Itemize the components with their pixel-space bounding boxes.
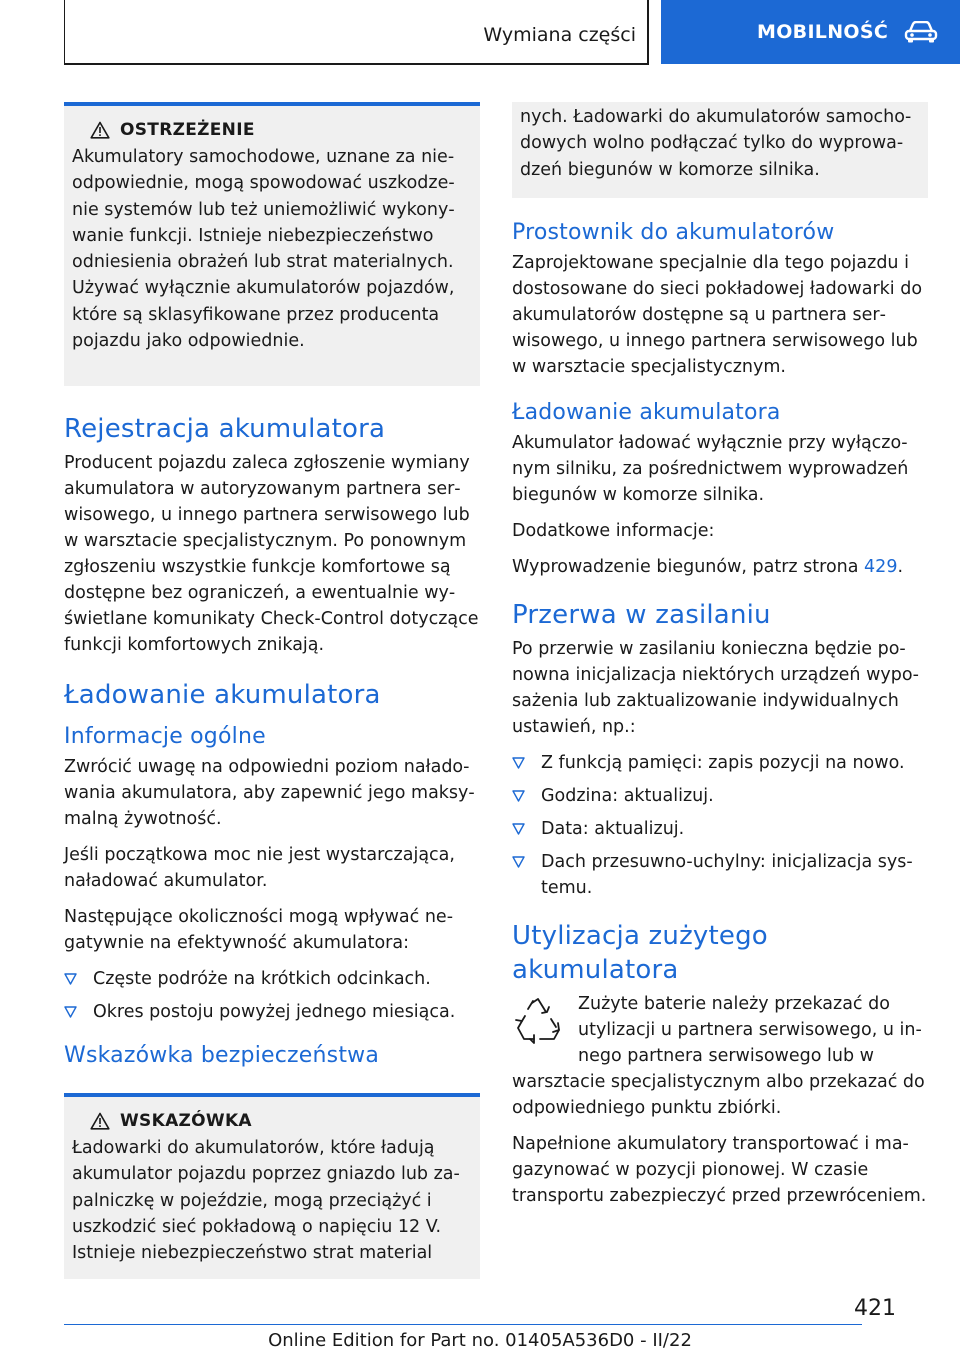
heading-registration: Rejestracja akumulatora bbox=[64, 414, 386, 444]
bullet-triangle-icon bbox=[512, 790, 525, 802]
charging-paragraph-2: Jeśli początkowa moc nie jest wystarczająca, naładować akumulator. bbox=[64, 845, 455, 891]
header-divider bbox=[647, 0, 649, 65]
disposal-paragraph-wrap: Zużyte baterie należy przekazać do utylizacji u partnera serwisowego, u innego partnera serwisowego lub w bbox=[578, 994, 922, 1066]
reference-text: Wyprowadzenie biegunów, patrz strona bbox=[512, 557, 865, 577]
list-item-text: Godzina: aktualizuj. bbox=[541, 786, 714, 806]
reference-suffix: . bbox=[897, 557, 904, 577]
bullet-triangle-icon bbox=[64, 973, 77, 985]
recycle-icon bbox=[512, 997, 564, 1047]
note-text: Ładowarki do akumulatorów, które ładują akumulator pojazdu poprzez gniazdo lub zapalniczkę w pojeździe, mogą przeciążyć i uszkodzić sieć pokładową o napięciu 12 V. Istnieje niebezpieczeństwo strat material bbox=[72, 1138, 460, 1264]
note-box-continued bbox=[512, 102, 928, 198]
page-reference-link[interactable]: 429 bbox=[864, 557, 898, 577]
list-item-text: Data: aktualizuj. bbox=[541, 819, 685, 839]
charging-paragraph-1: Zwrócić uwagę na odpowiedni poziom naładowania akumulatora, aby zapewnić jego maksymalną żywotność. bbox=[64, 757, 475, 829]
charging2-paragraph-1: Akumulator ładować wyłącznie przy wyłączonym silniku, za pośrednictwem wyprowadzeń biegunów w komorze silnika. bbox=[512, 433, 909, 505]
warning-box bbox=[64, 106, 480, 386]
subheading-safety: Wskazówka bezpieczeństwa bbox=[64, 1043, 380, 1068]
heading-rectifier: Prostownik do akumulatorów bbox=[512, 220, 835, 245]
list-item bbox=[64, 966, 480, 992]
heading-charging-2: Ładowanie akumulatora bbox=[512, 400, 781, 425]
note-title-row bbox=[72, 1111, 472, 1131]
bullet-triangle-icon bbox=[512, 823, 525, 835]
note-text-continued: nych. Ładowarki do akumulatorów samochodowych wolno podłączać tylko do wyprowadzeń biegunów w komorze silnika. bbox=[520, 107, 912, 180]
list-item bbox=[512, 849, 928, 901]
car-icon bbox=[904, 21, 938, 43]
header-left-line bbox=[64, 0, 65, 64]
list-item bbox=[512, 750, 928, 776]
list-item bbox=[512, 783, 928, 809]
heading-charging: Ładowanie akumulatora bbox=[64, 680, 381, 710]
header-section-title: Wymiana części bbox=[483, 24, 636, 46]
footer-edition: Online Edition for Part no. 01405A536D0 - II/22 bbox=[268, 1330, 692, 1351]
disposal-paragraph-rest: warsztacie specjalistycznym albo przekazać do odpowiedniego punktu zbiórki. bbox=[512, 1072, 925, 1118]
note-box bbox=[64, 1097, 480, 1279]
header-rule bbox=[64, 63, 648, 65]
warning-text: Akumulatory samochodowe, uznane za nieodpowiednie, mogą spowodować uszkodzenie systemów lub też uniemożliwić wykonywanie funkcji. Istnieje niebezpieczeństwo odniesienia obrażeń lub strat materialnych. Używać wyłącznie akumulatorów pojazdów, które są sklasyfikowane przez producenta pojazdu jako odpowiednie. bbox=[72, 147, 455, 352]
chapter-tab-label: MOBILNOŚĆ bbox=[757, 21, 889, 43]
bullet-triangle-icon bbox=[512, 757, 525, 769]
outage-text: Po przerwie w zasilaniu konieczna będzie ponowna inicjalizacja niektórych urządzeń wyposażenia lub zaktualizowanie indywidualnych ustawień, np.: bbox=[512, 639, 919, 737]
header-chapter-tab bbox=[661, 0, 960, 64]
warning-triangle-icon bbox=[90, 1112, 110, 1130]
list-item bbox=[512, 816, 928, 842]
rectifier-text: Zaprojektowane specjalnie dla tego pojazdu i dostosowane do sieci pokładowej ładowarki do akumulatorów dostępne są u partnera serwisowego, u innego partnera serwisowego lub w warsztacie specjalistycznym. bbox=[512, 253, 923, 377]
left-column bbox=[64, 102, 480, 1279]
charging2-paragraph-3 bbox=[512, 554, 928, 580]
list-item-text: Okres postoju powyżej jednego miesiąca. bbox=[93, 1002, 456, 1022]
list-item-text: Z funkcją pamięci: zapis pozycji na nowo. bbox=[541, 753, 905, 773]
disposal-block bbox=[512, 991, 928, 1069]
heading-disposal: Utylizacja zużytego akumulatora bbox=[512, 921, 768, 985]
note-title: WSKAZÓWKA bbox=[120, 1111, 252, 1131]
list-item bbox=[64, 999, 480, 1025]
list-item-text: Częste podróże na krótkich odcinkach. bbox=[93, 969, 431, 989]
footer-rule bbox=[64, 1324, 862, 1325]
bullet-triangle-icon bbox=[64, 1006, 77, 1018]
charging-bullet-list bbox=[64, 966, 480, 1025]
list-item-text: Dach przesuwno-uchylny: inicjalizacja systemu. bbox=[541, 852, 913, 898]
warning-title: OSTRZEŻENIE bbox=[120, 120, 255, 140]
right-column bbox=[512, 102, 928, 1219]
page-number: 421 bbox=[854, 1296, 896, 1321]
registration-text: Producent pojazdu zaleca zgłoszenie wymiany akumulatora w autoryzowanym partnera serwisowego, u innego partnera serwisowego lub w warsztacie specjalistycznym. Po ponownym zgłoszeniu wszystkie funkcje komfortowe są dostępne bez ograniczeń, a ewentualnie wyświetlane komunikaty Check-Control dotyczące funkcji komfortowych znikają. bbox=[64, 453, 479, 655]
warning-triangle-icon bbox=[90, 121, 110, 139]
charging2-paragraph-2: Dodatkowe informacje: bbox=[512, 521, 715, 541]
disposal-paragraph-2: Napełnione akumulatory transportować i magazynować w pozycji pionowej. W czasie transportu zabezpieczyć przed przewróceniem. bbox=[512, 1134, 927, 1206]
charging-paragraph-3: Następujące okoliczności mogą wpływać negatywnie na efektywność akumulatora: bbox=[64, 907, 454, 953]
bullet-triangle-icon bbox=[512, 856, 525, 868]
subheading-general-info: Informacje ogólne bbox=[64, 724, 266, 749]
outage-bullet-list bbox=[512, 750, 928, 901]
heading-power-outage: Przerwa w zasilaniu bbox=[512, 600, 771, 630]
warning-title-row bbox=[72, 120, 472, 140]
